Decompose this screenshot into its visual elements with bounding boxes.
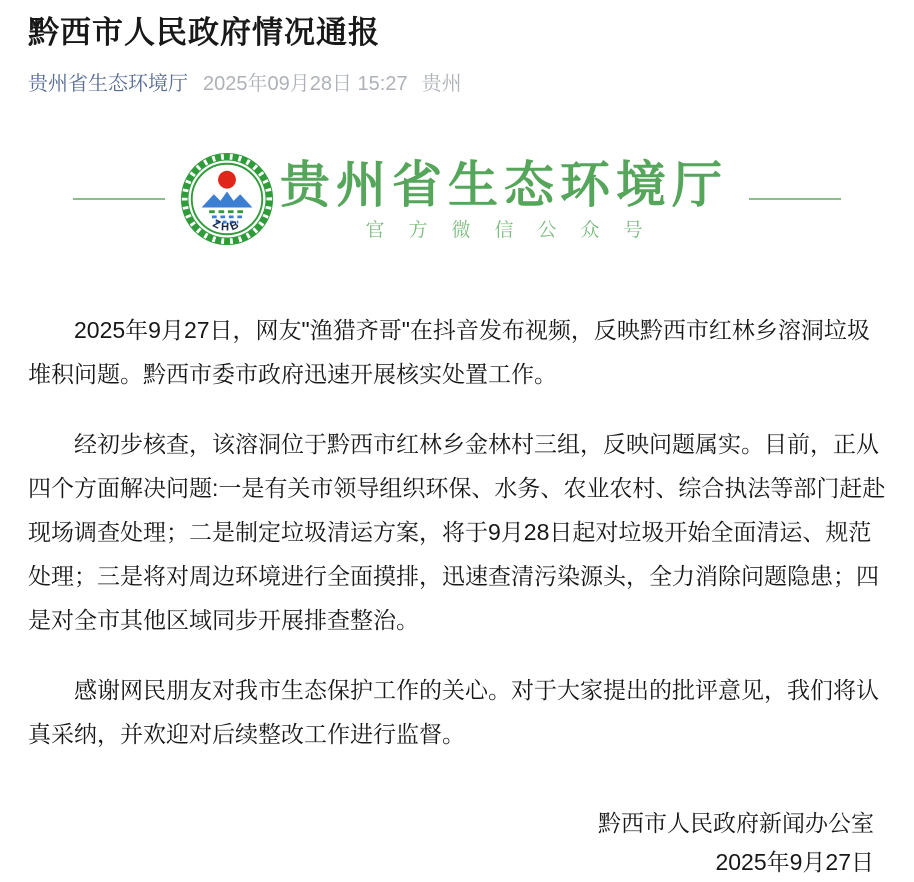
- publish-region: 贵州: [421, 73, 462, 95]
- zhb-emblem-icon: [180, 152, 274, 246]
- emblem-wrapper: [180, 152, 274, 246]
- article-body: [28, 308, 886, 756]
- banner-left-divider: [73, 198, 165, 200]
- signature-author: 黔西市人民政府新闻办公室: [598, 810, 874, 836]
- banner-image[interactable]: [28, 138, 886, 260]
- account-name-link[interactable]: 贵州省生态环境厅: [28, 73, 188, 95]
- article-paragraph: 经初步核查，该溶洞位于黔西市红林乡金林村三组，反映问题属实。目前，正从四个方面解决问题:一是有关市领导组织环保、水务、农业农村、综合执法等部门赶赴现场调查处理；二是制定垃圾清运方案，将于9月28日起对垃圾开始全面清运、规范处理；三是将对周边环境进行全面摸排，迅速查清污染源头，全力消除问题隐患；四是对全市其他区域同步开展排查整治。: [28, 431, 886, 633]
- publish-time: 2025年09月28日 15:27: [203, 73, 408, 95]
- article-paragraph: 2025年9月27日，网友"渔猎齐哥"在抖音发布视频，反映黔西市红林乡溶洞垃圾堆积问题。黔西市委市政府迅速开展核实处置工作。: [28, 317, 870, 387]
- signature-date: 2025年9月27日: [715, 849, 874, 875]
- emblem-zhb-label: ZHB: [210, 217, 244, 234]
- banner-text-block: [280, 158, 728, 241]
- banner-org-subtitle: 官方微信公众号: [365, 219, 667, 241]
- banner-org-name: 贵州省生态环境厅: [280, 156, 728, 213]
- article-paragraph: 感谢网民朋友对我市生态保护工作的关心。对于大家提出的批评意见，我们将认真采纳，并欢迎对后续整改工作进行监督。: [28, 677, 879, 747]
- signature-block: [28, 804, 886, 882]
- banner-right-divider: [749, 198, 841, 200]
- article-meta: [28, 72, 886, 96]
- page-title: 黔西市人民政府情况通报: [28, 15, 380, 50]
